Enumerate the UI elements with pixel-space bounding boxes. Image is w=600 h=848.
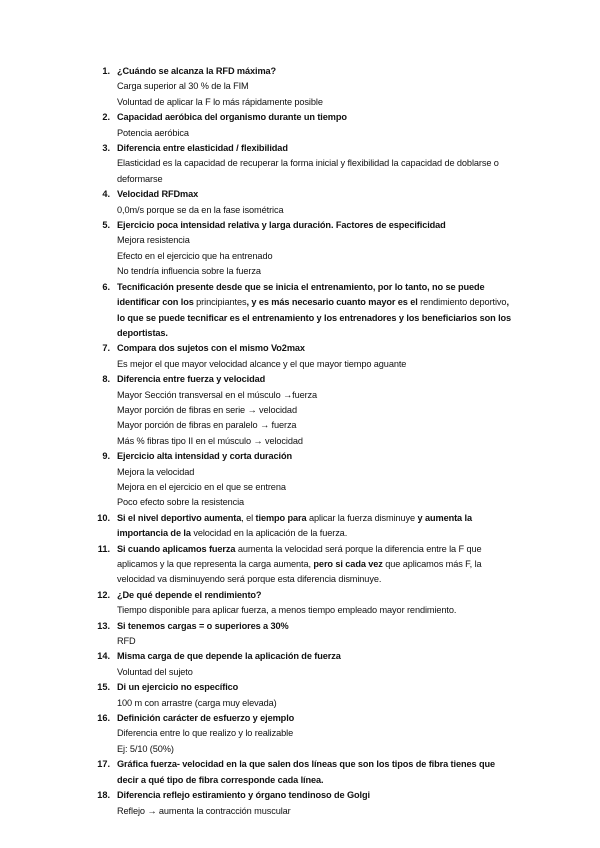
question-text-segment: ¿De qué depende el rendimiento? [117,589,262,600]
question-text [117,218,517,233]
answer-line: Poco efecto sobre la resistencia [117,497,245,508]
answer-line: Mayor Sección transversal en el músculo →fuerza [117,389,318,400]
question-text-segment: y aumenta la importancia de la [117,512,472,539]
question-text-segment: Diferencia reflejo estiramiento y órgano tendinoso de Golgi [117,790,370,801]
question-text [117,542,517,588]
answer-line: Mejora la velocidad [117,466,195,477]
answer-line: No tendría influencia sobre la fuerza [117,266,261,277]
answer-line: Elasticidad es la capacidad de recuperar la forma inicial y flexibilidad la capacidad de doblarse o deformarse [117,158,499,184]
answer-line: Voluntad de aplicar la F lo más rápidamente posible [117,96,323,107]
item-number: 8. [102,374,110,385]
item-number: 6. [102,281,110,292]
question-text-segment: , y es más necesario cuanto mayor es el [246,297,421,308]
question-text-segment: Capacidad aeróbica del organismo durante un tiempo [117,112,347,123]
question-text [117,788,517,803]
list-item [0,542,600,588]
list-item [0,341,600,372]
question-text [117,187,517,202]
question-text-segment: que aplicamos más F, la velocidad va disminuyendo será porque esta diferencia disminuye. [117,559,482,585]
list-item [0,649,600,680]
item-number: 15. [97,682,110,693]
question-text-segment: aumenta la velocidad será porque la diferencia entre la F que aplicamos y la que representa la carga aumenta, [117,543,482,569]
list-item [0,788,600,819]
list-item [0,511,600,542]
answer-line: Diferencia entre lo que realizo y lo realizable [117,728,294,739]
list-item [0,680,600,711]
list-item [0,619,600,650]
item-number: 5. [102,220,110,231]
list-item [0,187,600,218]
answer-line: Efecto en el ejercicio que ha entrenado [117,250,273,261]
answer-line: Mejora en el ejercicio en el que se entrena [117,481,286,492]
list-item [0,372,600,449]
question-text [117,110,517,125]
question-text [117,649,517,664]
item-number: 10. [97,512,110,523]
question-text-segment: , lo que se puede tecnificar es el entrenamiento y los entrenadores y los beneficiarios son los deportistas. [117,297,512,338]
question-text [117,588,517,603]
question-text-segment: rendimiento deportivo [420,297,507,308]
question-text-segment: principiantes [196,297,247,308]
question-text-segment: velocidad en la aplicación de la fuerza. [193,528,348,539]
item-number: 17. [97,759,110,770]
answer-line: Voluntad del sujeto [117,666,193,677]
question-list [0,64,600,819]
answer-line: Potencia aeróbica [117,127,189,138]
answer-line: Reflejo → aumenta la contracción muscular [117,805,291,816]
question-text-segment: Velocidad RFDmax [117,189,199,200]
answer-line: RFD [117,636,136,647]
question-text-segment: Si el nivel deportivo aumenta [117,512,242,523]
question-text [117,141,517,156]
question-text [117,449,517,464]
question-text [117,680,517,695]
item-number: 16. [97,713,110,724]
question-text-segment: Definición carácter de esfuerzo y ejemplo [117,713,295,724]
question-text [117,64,517,79]
list-item [0,588,600,619]
item-number: 18. [97,790,110,801]
list-item [0,757,600,788]
question-text-segment: Gráfica fuerza- velocidad en la que salen dos líneas que son los tipos de fibra tienes que decir a qué tipo de fibra corresponde cada línea. [117,759,496,785]
question-text [117,511,517,542]
list-item [0,449,600,511]
item-number: 1. [102,66,110,76]
list-item [0,218,600,280]
item-number: 7. [102,343,110,354]
answer-line: Mayor porción de fibras en paralelo → fuerza [117,420,297,431]
answer-line: Ej: 5/10 (50%) [117,743,174,754]
question-text-segment: Misma carga de que depende la aplicación de fuerza [117,651,341,662]
question-text-segment: Compara dos sujetos con el mismo Vo2max [117,343,305,354]
answer-line: Es mejor el que mayor velocidad alcance y el que mayor tiempo aguante [117,358,407,369]
item-number: 2. [102,112,110,123]
question-text [117,280,517,342]
question-text [117,757,517,788]
question-text-segment: ¿Cuándo se alcanza la RFD máxima? [117,66,277,76]
list-item [0,64,600,110]
question-text-segment: Diferencia entre elasticidad / flexibilidad [117,143,288,154]
question-text-segment: tiempo para [255,512,309,523]
question-text-segment: Ejercicio poca intensidad relativa y larga duración. Factores de especificidad [117,220,446,231]
question-text-segment: Diferencia entre fuerza y velocidad [117,374,266,385]
list-item [0,110,600,141]
item-number: 13. [97,620,110,631]
question-text-segment: aplicar la fuerza disminuye [308,512,418,523]
question-text-segment: Ejercicio alta intensidad y corta duración [117,451,293,462]
question-text [117,619,517,634]
question-text [117,711,517,726]
item-number: 4. [102,189,110,200]
question-text-segment: Si tenemos cargas = o superiores a 30% [117,620,289,631]
list-item [0,141,600,187]
answer-line: Más % fibras tipo II en el músculo → velocidad [117,435,303,446]
item-number: 9. [102,451,110,462]
list-item [0,711,600,757]
answer-line: Mejora resistencia [117,235,190,246]
answer-line: Tiempo disponible para aplicar fuerza, a menos tiempo empleado mayor rendimiento. [117,605,457,616]
answer-line: Mayor porción de fibras en serie → velocidad [117,404,297,415]
item-number: 12. [97,589,110,600]
question-text-segment: Si cuando aplicamos fuerza [117,543,238,554]
question-text-segment: Di un ejercicio no específico [117,682,239,693]
question-text-segment: , el [241,512,256,523]
answer-line: 0,0m/s porque se da en la fase isométrica [117,204,284,215]
question-text-segment: Tecnificación presente desde que se inicia el entrenamiento, por lo tanto, no se puede identificar con los [117,281,485,308]
item-number: 3. [102,143,110,154]
question-text [117,372,517,387]
answer-line: Carga superior al 30 % de la FIM [117,81,249,92]
list-item [0,280,600,342]
question-text-segment: pero si cada vez [313,559,386,569]
question-text [117,341,517,356]
item-number: 14. [97,651,110,662]
answer-line: 100 m con arrastre (carga muy elevada) [117,697,277,708]
item-number: 11. [97,543,110,554]
